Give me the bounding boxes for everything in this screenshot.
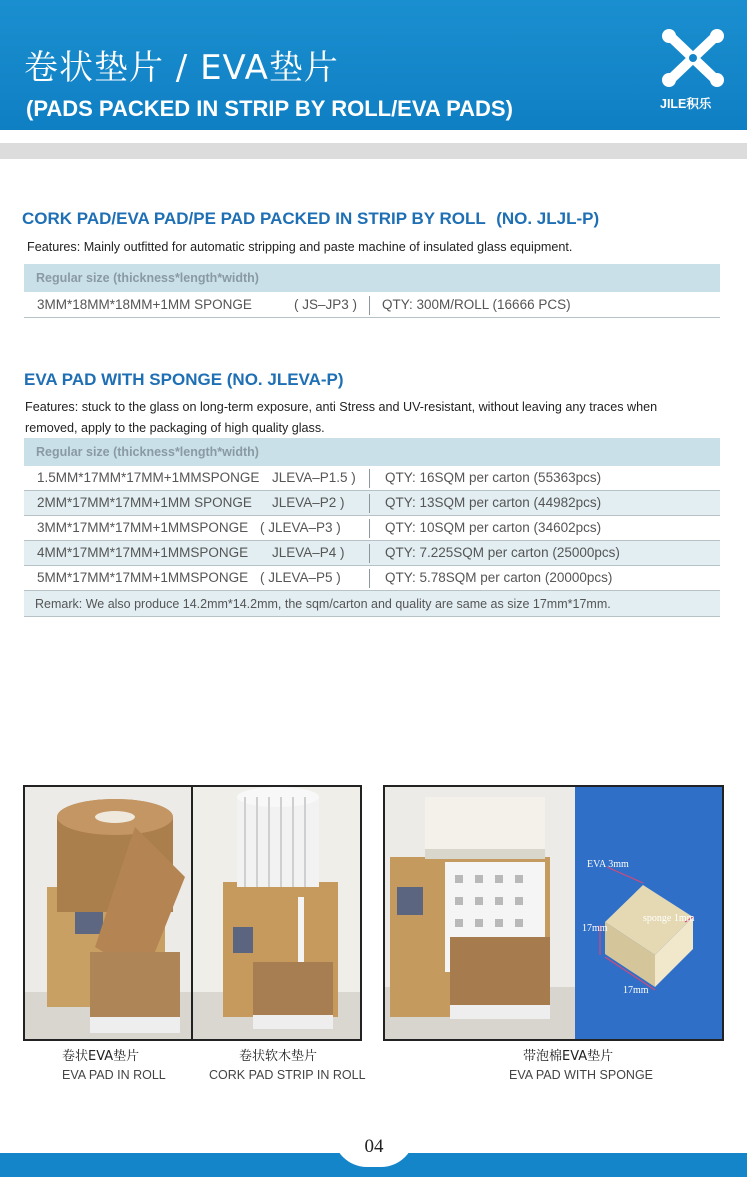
section1-features: Features: Mainly outfitted for automatic stripping and paste machine of insulated glass equipment.: [27, 240, 573, 254]
header-divider-band: [0, 143, 747, 159]
section2-features-line2: removed, apply to the packaging of high quality glass.: [25, 421, 325, 435]
column-divider: [369, 519, 370, 538]
column-divider: [369, 494, 370, 513]
row-model: ( JLEVA–P5 ): [260, 570, 341, 585]
eva-roll-illustration: [25, 787, 192, 1039]
table-row: [24, 516, 720, 541]
title-chinese: 卷状垫片 / EVA垫片: [24, 48, 339, 88]
logo-text: JILE积乐: [660, 97, 712, 111]
column-divider: [369, 469, 370, 488]
row-qty: QTY: 10SQM per carton (34602pcs): [385, 520, 602, 535]
cork-roll-illustration: [193, 787, 360, 1039]
caption-en-eva-roll: EVA PAD IN ROLL: [62, 1068, 166, 1082]
row-qty: QTY: 13SQM per carton (44982pcs): [385, 495, 602, 510]
row-size: 3MM*18MM*18MM+1MM SPONGE: [37, 297, 252, 312]
caption-cn-eva-roll: 卷状EVA垫片: [62, 1049, 140, 1064]
row-size: 5MM*17MM*17MM+1MMSPONGE: [37, 570, 249, 585]
photo-eva-pad-roll: [23, 785, 194, 1041]
caption-en-eva-sponge: EVA PAD WITH SPONGE: [509, 1068, 654, 1082]
caption-en-cork-roll: CORK PAD STRIP IN ROLL: [209, 1068, 366, 1082]
row-model: JLEVA–P1.5 ): [272, 470, 356, 485]
title-english: (PADS PACKED IN STRIP BY ROLL/EVA PADS): [26, 96, 513, 121]
row-model: JLEVA–P2 ): [272, 495, 345, 510]
table-row: [24, 541, 720, 566]
row-qty: QTY: 5.78SQM per carton (20000pcs): [385, 570, 613, 585]
row-model: ( JLEVA–P3 ): [260, 520, 341, 535]
row-size: 1.5MM*17MM*17MM+1MMSPONGE: [37, 470, 260, 485]
section2-title: EVA PAD WITH SPONGE (NO. JLEVA-P): [24, 370, 344, 389]
caption-cn-eva-sponge: 带泡棉EVA垫片: [523, 1049, 614, 1064]
section1-table-header: Regular size (thickness*length*width): [24, 264, 720, 292]
section2-table-header: Regular size (thickness*length*width): [24, 438, 720, 466]
row-qty: QTY: 16SQM per carton (55363pcs): [385, 470, 602, 485]
jile-logo-icon: [660, 28, 726, 88]
diagram-label-sponge: sponge 1mm: [643, 913, 695, 924]
column-divider: [369, 569, 370, 588]
section2-features-line1: Features: stuck to the glass on long-term exposure, anti Stress and UV-resistant, without leaving any traces when: [25, 400, 658, 414]
diagram-label-bottom: 17mm: [623, 985, 649, 996]
row-model: JLEVA–P4 ): [272, 545, 345, 560]
row-qty: QTY: 300M/ROLL (16666 PCS): [382, 297, 571, 312]
section2-features: [25, 397, 657, 439]
page-header: [0, 0, 747, 130]
row-size: 4MM*17MM*17MM+1MMSPONGE: [37, 545, 249, 560]
row-model: ( JS–JP3 ): [294, 297, 358, 312]
table-row: [24, 293, 720, 318]
remark-row: Remark: We also produce 14.2mm*14.2mm, the sqm/carton and quality are same as size 17mm*17mm.: [24, 591, 720, 617]
section1-title: [22, 209, 599, 229]
caption-cn-cork-roll: 卷状软木垫片: [239, 1049, 318, 1064]
row-qty: QTY: 7.225SQM per carton (25000pcs): [385, 545, 620, 560]
diagram-label-eva: EVA 3mm: [587, 859, 629, 870]
column-divider: [369, 544, 370, 563]
table-row: [24, 466, 720, 491]
page-number: 04: [364, 1136, 384, 1157]
photo-cork-pad-roll: [191, 785, 362, 1041]
table-row: [24, 566, 720, 591]
photo-eva-pad-sponge: [383, 785, 724, 1041]
section1-code: (NO. JLJL-P): [496, 209, 600, 228]
table-row: [24, 491, 720, 516]
diagram-label-side: 17mm: [582, 923, 608, 934]
row-size: 2MM*17MM*17MM+1MM SPONGE: [37, 495, 252, 510]
section1-title-text: CORK PAD/EVA PAD/PE PAD PACKED IN STRIP BY ROLL: [22, 209, 486, 228]
column-divider: [369, 296, 370, 315]
row-size: 3MM*17MM*17MM+1MMSPONGE: [37, 520, 249, 535]
